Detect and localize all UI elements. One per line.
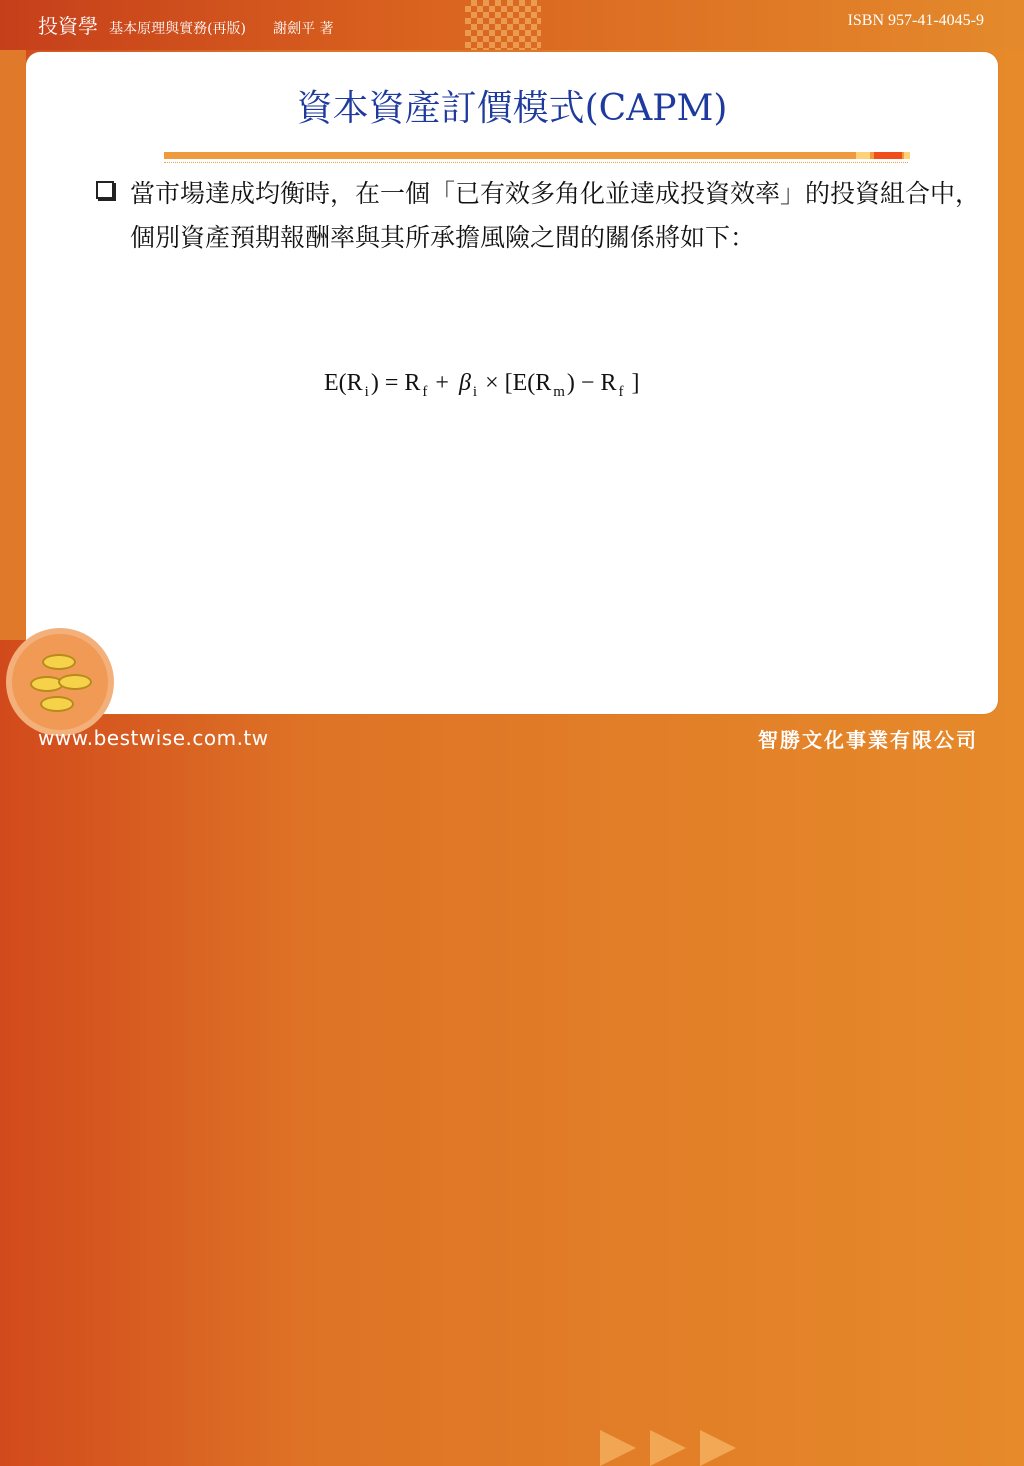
- formula-part: ) − R: [566, 370, 617, 396]
- formula-sub: f: [422, 384, 428, 400]
- formula-sub: i: [472, 384, 478, 400]
- formula-part: × [E(R: [479, 370, 552, 396]
- left-band: [0, 50, 26, 640]
- slide-panel: [26, 52, 998, 714]
- isbn: ISBN 957-41-4045-9: [847, 12, 984, 29]
- bullet-text: 當市場達成均衡時，在一個「已有效多角化並達成投資效率」的投資組合中，個別資產預期報酬率與其所承擔風險之間的關係將如下：: [130, 179, 981, 252]
- coin-icon: [42, 654, 76, 670]
- formula-sub: i: [364, 384, 369, 400]
- formula-sub: f: [618, 384, 624, 400]
- checker-pattern: [465, 0, 541, 50]
- slide-title: 資本資產訂價模式(CAPM): [296, 88, 728, 129]
- company-name: 智勝文化事業有限公司: [758, 728, 978, 752]
- website-url: www.bestwise.com.tw: [38, 726, 269, 750]
- capm-formula: [324, 370, 639, 401]
- arrow-decoration: [700, 1430, 736, 1466]
- checkbox-bullet-icon: [96, 181, 114, 199]
- rule-accent: [904, 152, 910, 159]
- arrow-decoration: [600, 1430, 636, 1466]
- coin-icon: [40, 696, 74, 712]
- formula-sub: m: [553, 384, 565, 400]
- book-title: 投資學: [38, 14, 98, 38]
- title-rule: [164, 152, 908, 159]
- book-info: [38, 10, 334, 39]
- formula-part: ) = R: [370, 370, 421, 396]
- arrow-decoration: [650, 1430, 686, 1466]
- author: 謝劍平 著: [273, 21, 334, 37]
- formula-part: +: [429, 370, 455, 396]
- rule-accent: [874, 152, 902, 159]
- coin-icon: [58, 674, 92, 690]
- book-subtitle: 基本原理與實務(再版): [109, 21, 247, 37]
- title-rule-dots: [164, 160, 908, 163]
- header-bar: [0, 0, 1024, 50]
- formula-part: E(R: [324, 370, 363, 396]
- rule-accent: [856, 152, 870, 159]
- formula-part: ]: [625, 370, 640, 396]
- formula-beta: β: [458, 370, 471, 396]
